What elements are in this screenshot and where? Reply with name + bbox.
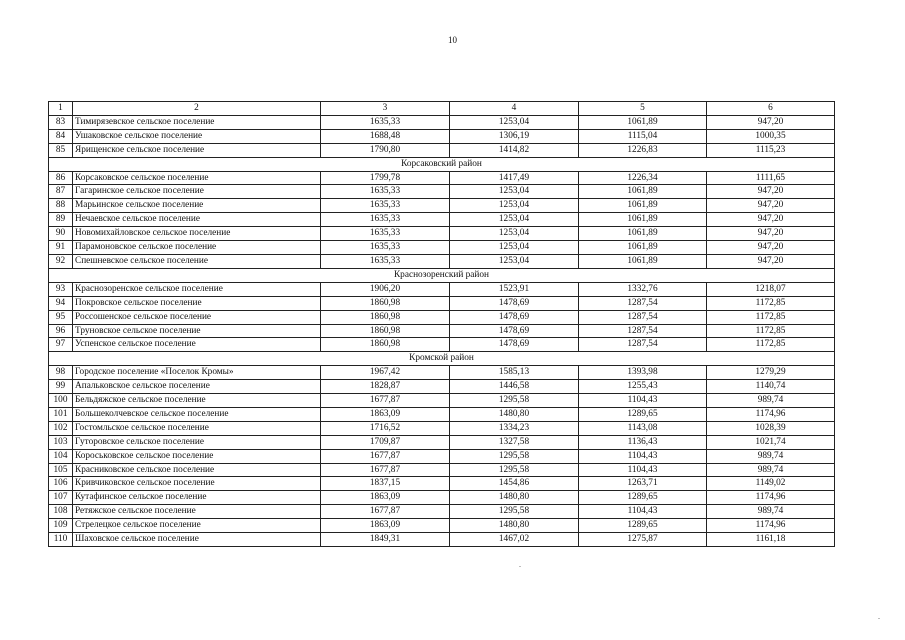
settlement-name-cell: Шаховское сельское поселение <box>73 533 321 547</box>
settlement-name-cell: Красниковское сельское поселение <box>73 463 321 477</box>
value-cell-col5: 1287,54 <box>579 324 707 338</box>
row-number-cell: 94 <box>49 296 73 310</box>
table-row <box>49 227 835 241</box>
table-row <box>49 449 835 463</box>
value-cell-col4: 1446,58 <box>450 380 579 394</box>
value-cell-col6: 1149,02 <box>707 477 835 491</box>
value-cell-col3: 1906,20 <box>321 282 450 296</box>
table-row <box>49 505 835 519</box>
settlement-name-cell: Тимирязевское сельское поселение <box>73 115 321 129</box>
row-number-cell: 85 <box>49 143 73 157</box>
value-cell-col4: 1478,69 <box>450 324 579 338</box>
table-row <box>49 241 835 255</box>
value-cell-col4: 1253,04 <box>450 185 579 199</box>
value-cell-col4: 1306,19 <box>450 129 579 143</box>
value-cell-col4: 1295,58 <box>450 463 579 477</box>
value-cell-col3: 1635,33 <box>321 115 450 129</box>
settlement-name-cell: Городское поселение «Поселок Кромы» <box>73 366 321 380</box>
value-cell-col4: 1253,04 <box>450 115 579 129</box>
value-cell-col3: 1860,98 <box>321 296 450 310</box>
settlement-name-cell: Россошенское сельское поселение <box>73 310 321 324</box>
table-row <box>49 407 835 421</box>
row-number-cell: 93 <box>49 282 73 296</box>
value-cell-col6: 1172,85 <box>707 338 835 352</box>
value-cell-col3: 1635,33 <box>321 227 450 241</box>
value-cell-col5: 1104,43 <box>579 394 707 408</box>
table-row <box>49 129 835 143</box>
settlement-name-cell: Ушаковское сельское поселение <box>73 129 321 143</box>
header-cell: 4 <box>450 102 579 116</box>
region-header-row <box>49 157 835 171</box>
settlement-name-cell: Стрелецкое сельское поселение <box>73 519 321 533</box>
value-cell-col3: 1688,48 <box>321 129 450 143</box>
value-cell-col3: 1860,98 <box>321 324 450 338</box>
value-cell-col5: 1287,54 <box>579 338 707 352</box>
value-cell-col5: 1275,87 <box>579 533 707 547</box>
row-number-cell: 99 <box>49 380 73 394</box>
table-row <box>49 338 835 352</box>
value-cell-col3: 1635,33 <box>321 254 450 268</box>
table-row <box>49 394 835 408</box>
value-cell-col6: 1174,96 <box>707 491 835 505</box>
row-number-cell: 90 <box>49 227 73 241</box>
row-number-cell: 92 <box>49 254 73 268</box>
table-row <box>49 491 835 505</box>
value-cell-col4: 1478,69 <box>450 296 579 310</box>
value-cell-col6: 947,20 <box>707 241 835 255</box>
settlement-name-cell: Кутафинское сельское поселение <box>73 491 321 505</box>
row-number-cell: 102 <box>49 421 73 435</box>
settlement-name-cell: Нечаевское сельское поселение <box>73 213 321 227</box>
row-number-cell: 100 <box>49 394 73 408</box>
value-cell-col5: 1061,89 <box>579 185 707 199</box>
settlement-name-cell: Бельдяжское сельское поселение <box>73 394 321 408</box>
value-cell-col6: 947,20 <box>707 213 835 227</box>
settlement-name-cell: Труновское сельское поселение <box>73 324 321 338</box>
value-cell-col3: 1716,52 <box>321 421 450 435</box>
settlement-name-cell: Покровское сельское поселение <box>73 296 321 310</box>
value-cell-col6: 1279,29 <box>707 366 835 380</box>
value-cell-col6: 1172,85 <box>707 296 835 310</box>
value-cell-col6: 947,20 <box>707 227 835 241</box>
value-cell-col4: 1417,49 <box>450 171 579 185</box>
value-cell-col5: 1061,89 <box>579 254 707 268</box>
scan-speck: . <box>878 612 880 621</box>
row-number-cell: 105 <box>49 463 73 477</box>
value-cell-col3: 1635,33 <box>321 185 450 199</box>
table-row <box>49 115 835 129</box>
value-cell-col5: 1061,89 <box>579 241 707 255</box>
value-cell-col6: 1218,07 <box>707 282 835 296</box>
row-number-cell: 86 <box>49 171 73 185</box>
table-row <box>49 519 835 533</box>
value-cell-col6: 1172,85 <box>707 310 835 324</box>
value-cell-col5: 1393,98 <box>579 366 707 380</box>
settlement-name-cell: Парамоновское сельское поселение <box>73 241 321 255</box>
row-number-cell: 107 <box>49 491 73 505</box>
row-number-cell: 89 <box>49 213 73 227</box>
value-cell-col6: 1000,35 <box>707 129 835 143</box>
value-cell-col5: 1104,43 <box>579 449 707 463</box>
value-cell-col4: 1478,69 <box>450 310 579 324</box>
row-number-cell: 91 <box>49 241 73 255</box>
row-number-cell: 108 <box>49 505 73 519</box>
value-cell-col4: 1523,91 <box>450 282 579 296</box>
value-cell-col4: 1295,58 <box>450 505 579 519</box>
table-row <box>49 477 835 491</box>
settlement-name-cell: Гуторовское сельское поселение <box>73 435 321 449</box>
settlement-name-cell: Апальковское сельское поселение <box>73 380 321 394</box>
value-cell-col5: 1061,89 <box>579 227 707 241</box>
value-cell-col6: 947,20 <box>707 254 835 268</box>
value-cell-col3: 1677,87 <box>321 449 450 463</box>
value-cell-col3: 1860,98 <box>321 310 450 324</box>
settlement-name-cell: Ярищенское сельское поселение <box>73 143 321 157</box>
value-cell-col4: 1414,82 <box>450 143 579 157</box>
value-cell-col5: 1289,65 <box>579 491 707 505</box>
table-row <box>49 324 835 338</box>
table-row <box>49 296 835 310</box>
value-cell-col3: 1709,87 <box>321 435 450 449</box>
value-cell-col6: 989,74 <box>707 463 835 477</box>
value-cell-col3: 1635,33 <box>321 199 450 213</box>
value-cell-col5: 1061,89 <box>579 213 707 227</box>
row-number-cell: 88 <box>49 199 73 213</box>
value-cell-col6: 947,20 <box>707 199 835 213</box>
settlement-name-cell: Короськовское сельское поселение <box>73 449 321 463</box>
page-number: 10 <box>448 35 457 45</box>
value-cell-col3: 1967,42 <box>321 366 450 380</box>
header-cell: 1 <box>49 102 73 116</box>
value-cell-col3: 1677,87 <box>321 394 450 408</box>
value-cell-col4: 1253,04 <box>450 254 579 268</box>
value-cell-col3: 1849,31 <box>321 533 450 547</box>
row-number-cell: 96 <box>49 324 73 338</box>
table-row <box>49 185 835 199</box>
row-number-cell: 104 <box>49 449 73 463</box>
value-cell-col3: 1790,80 <box>321 143 450 157</box>
table-row <box>49 199 835 213</box>
row-number-cell: 110 <box>49 533 73 547</box>
value-cell-col5: 1289,65 <box>579 519 707 533</box>
row-number-cell: 95 <box>49 310 73 324</box>
table-header-row <box>49 102 835 116</box>
value-cell-col3: 1860,98 <box>321 338 450 352</box>
table-row <box>49 310 835 324</box>
table-row <box>49 143 835 157</box>
value-cell-col4: 1480,80 <box>450 519 579 533</box>
settlement-name-cell: Гостомльское сельское поселение <box>73 421 321 435</box>
value-cell-col4: 1253,04 <box>450 241 579 255</box>
settlement-name-cell: Краснозоренское сельское поселение <box>73 282 321 296</box>
value-cell-col6: 947,20 <box>707 115 835 129</box>
settlement-name-cell: Гагаринское сельское поселение <box>73 185 321 199</box>
scan-speck: . <box>519 560 521 569</box>
value-cell-col3: 1799,78 <box>321 171 450 185</box>
value-cell-col6: 947,20 <box>707 185 835 199</box>
value-cell-col5: 1287,54 <box>579 310 707 324</box>
settlement-name-cell: Марьинское сельское поселение <box>73 199 321 213</box>
value-cell-col4: 1253,04 <box>450 199 579 213</box>
value-cell-col5: 1061,89 <box>579 199 707 213</box>
settlement-name-cell: Большеколчевское сельское поселение <box>73 407 321 421</box>
row-number-cell: 97 <box>49 338 73 352</box>
row-number-cell: 83 <box>49 115 73 129</box>
value-cell-col6: 1021,74 <box>707 435 835 449</box>
value-cell-col4: 1295,58 <box>450 449 579 463</box>
header-cell: 3 <box>321 102 450 116</box>
value-cell-col3: 1677,87 <box>321 463 450 477</box>
header-cell: 6 <box>707 102 835 116</box>
value-cell-col3: 1863,09 <box>321 519 450 533</box>
value-cell-col3: 1863,09 <box>321 407 450 421</box>
settlement-name-cell: Корсаковское сельское поселение <box>73 171 321 185</box>
value-cell-col5: 1143,08 <box>579 421 707 435</box>
value-cell-col6: 1174,96 <box>707 407 835 421</box>
value-cell-col3: 1863,09 <box>321 491 450 505</box>
value-cell-col6: 1111,65 <box>707 171 835 185</box>
value-cell-col6: 989,74 <box>707 449 835 463</box>
value-cell-col3: 1828,87 <box>321 380 450 394</box>
table-row <box>49 171 835 185</box>
value-cell-col6: 1172,85 <box>707 324 835 338</box>
value-cell-col6: 1115,23 <box>707 143 835 157</box>
row-number-cell: 87 <box>49 185 73 199</box>
table-row <box>49 380 835 394</box>
value-cell-col3: 1635,33 <box>321 241 450 255</box>
value-cell-col4: 1480,80 <box>450 407 579 421</box>
value-cell-col5: 1263,71 <box>579 477 707 491</box>
table-row <box>49 463 835 477</box>
value-cell-col4: 1585,13 <box>450 366 579 380</box>
row-number-cell: 98 <box>49 366 73 380</box>
value-cell-col3: 1635,33 <box>321 213 450 227</box>
value-cell-col5: 1255,43 <box>579 380 707 394</box>
row-number-cell: 109 <box>49 519 73 533</box>
row-number-cell: 101 <box>49 407 73 421</box>
region-header-row <box>49 352 835 366</box>
value-cell-col6: 989,74 <box>707 505 835 519</box>
region-name: Кромской район <box>49 352 835 366</box>
table-body <box>49 102 835 547</box>
value-cell-col3: 1677,87 <box>321 505 450 519</box>
value-cell-col5: 1136,43 <box>579 435 707 449</box>
settlement-name-cell: Спешневское сельское поселение <box>73 254 321 268</box>
value-cell-col5: 1115,04 <box>579 129 707 143</box>
row-number-cell: 106 <box>49 477 73 491</box>
tariff-table <box>48 101 835 547</box>
value-cell-col4: 1467,02 <box>450 533 579 547</box>
table-row <box>49 254 835 268</box>
value-cell-col5: 1287,54 <box>579 296 707 310</box>
value-cell-col4: 1454,86 <box>450 477 579 491</box>
value-cell-col6: 1028,39 <box>707 421 835 435</box>
value-cell-col4: 1478,69 <box>450 338 579 352</box>
value-cell-col4: 1480,80 <box>450 491 579 505</box>
table-row <box>49 421 835 435</box>
settlement-name-cell: Успенское сельское поселение <box>73 338 321 352</box>
row-number-cell: 103 <box>49 435 73 449</box>
settlement-name-cell: Новомихайловское сельское поселение <box>73 227 321 241</box>
value-cell-col5: 1289,65 <box>579 407 707 421</box>
value-cell-col6: 989,74 <box>707 394 835 408</box>
value-cell-col5: 1104,43 <box>579 505 707 519</box>
value-cell-col6: 1140,74 <box>707 380 835 394</box>
value-cell-col5: 1104,43 <box>579 463 707 477</box>
region-header-row <box>49 268 835 282</box>
value-cell-col3: 1837,15 <box>321 477 450 491</box>
value-cell-col6: 1161,18 <box>707 533 835 547</box>
value-cell-col4: 1295,58 <box>450 394 579 408</box>
row-number-cell: 84 <box>49 129 73 143</box>
value-cell-col4: 1334,23 <box>450 421 579 435</box>
table-row <box>49 366 835 380</box>
value-cell-col5: 1226,34 <box>579 171 707 185</box>
settlement-name-cell: Кривчиковское сельское поселение <box>73 477 321 491</box>
table-row <box>49 435 835 449</box>
header-cell: 5 <box>579 102 707 116</box>
table-row <box>49 213 835 227</box>
value-cell-col4: 1253,04 <box>450 227 579 241</box>
value-cell-col6: 1174,96 <box>707 519 835 533</box>
region-name: Корсаковский район <box>49 157 835 171</box>
table-row <box>49 533 835 547</box>
value-cell-col4: 1327,58 <box>450 435 579 449</box>
value-cell-col5: 1332,76 <box>579 282 707 296</box>
settlement-name-cell: Ретяжское сельское поселение <box>73 505 321 519</box>
value-cell-col5: 1226,83 <box>579 143 707 157</box>
table-row <box>49 282 835 296</box>
value-cell-col5: 1061,89 <box>579 115 707 129</box>
region-name: Краснозоренский район <box>49 268 835 282</box>
value-cell-col4: 1253,04 <box>450 213 579 227</box>
header-cell: 2 <box>73 102 321 116</box>
